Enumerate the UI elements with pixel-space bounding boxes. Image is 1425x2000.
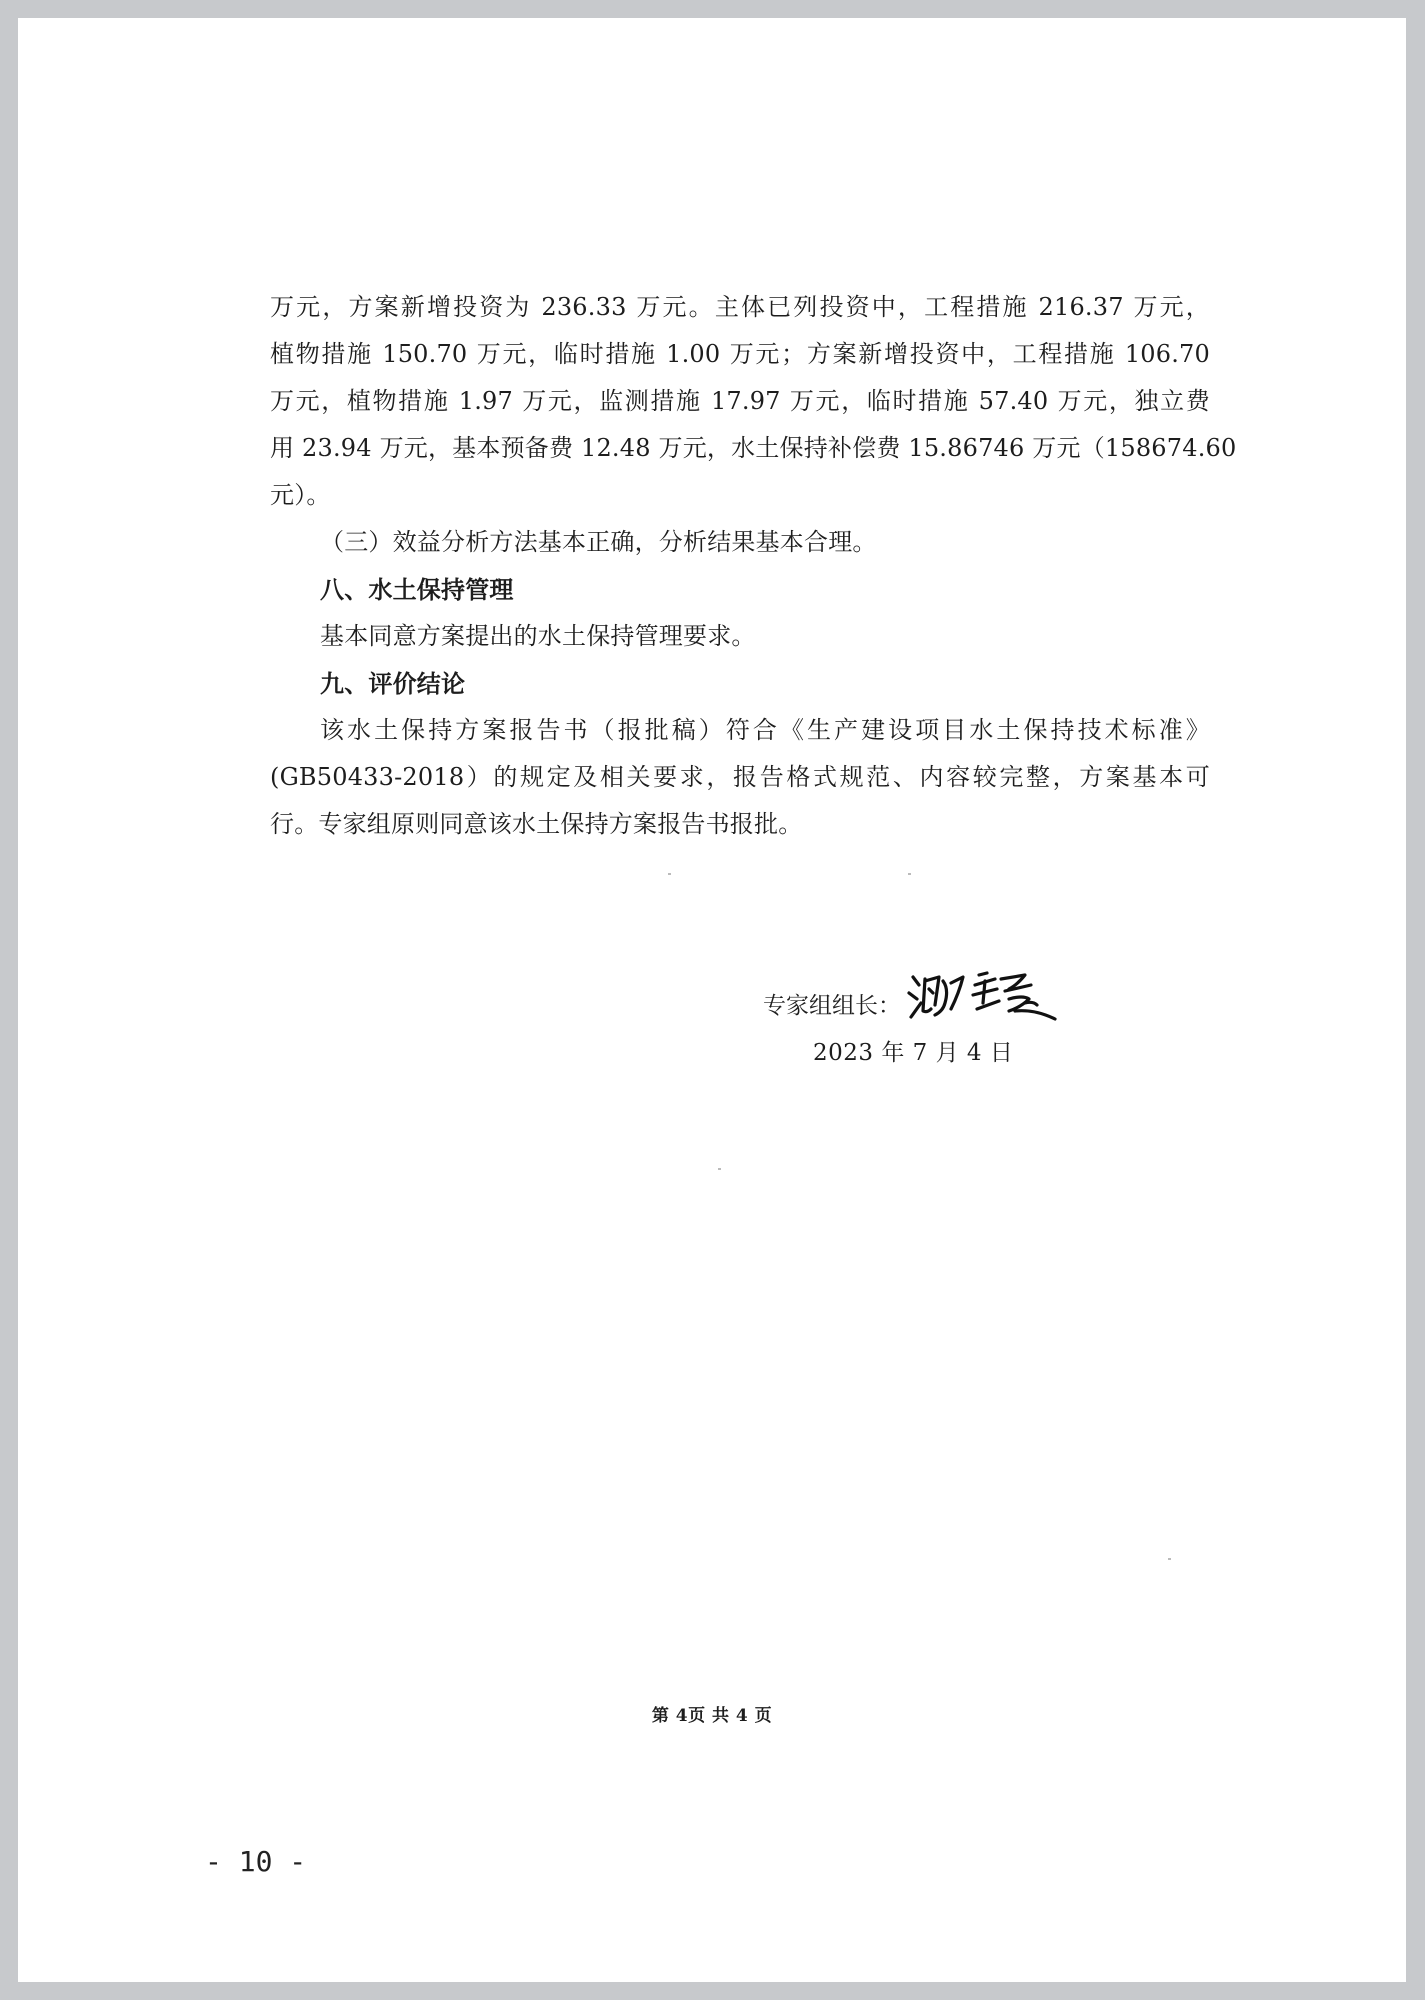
benefit-analysis-paragraph: （三）效益分析方法基本正确，分析结果基本合理。 bbox=[320, 528, 877, 556]
signature-block bbox=[763, 968, 1163, 1067]
conclusion-line-3: 行。专家组原则同意该水土保持方案报告书报批。 bbox=[270, 810, 803, 838]
scan-speck bbox=[1168, 1558, 1171, 1560]
document-page bbox=[18, 18, 1406, 1982]
section-9-heading: 九、评价结论 bbox=[320, 669, 466, 698]
conclusion-line-1: 该水土保持方案报告书（报批稿）符合《生产建设项目水土保持技术标准》 bbox=[320, 716, 1210, 744]
document-body bbox=[270, 284, 1237, 848]
signature-label: 专家组组长： bbox=[763, 992, 901, 1019]
outer-page-number: - 10 - bbox=[205, 1845, 307, 1878]
section-8-body: 基本同意方案提出的水土保持管理要求。 bbox=[320, 622, 756, 650]
body-line-4: 用 23.94 万元，基本预备费 12.48 万元，水土保持补偿费 15.86746 万元（158674.60 bbox=[270, 434, 1237, 462]
body-line-5: 元）。 bbox=[270, 481, 331, 509]
scan-speck bbox=[668, 873, 671, 875]
scan-speck bbox=[718, 1168, 721, 1170]
conclusion-line-2: (GB50433-2018）的规定及相关要求，报告格式规范、内容较完整，方案基本可 bbox=[270, 763, 1210, 791]
body-line-1: 万元，方案新增投资为 236.33 万元。主体已列投资中，工程措施 216.37 万元， bbox=[270, 293, 1210, 321]
body-line-2: 植物措施 150.70 万元，临时措施 1.00 万元；方案新增投资中，工程措施 106.70 bbox=[270, 340, 1210, 368]
section-8-heading: 八、水土保持管理 bbox=[320, 575, 514, 604]
scan-speck bbox=[908, 873, 911, 875]
signature-date: 2023 年 7 月 4 日 bbox=[813, 1040, 1014, 1066]
handwritten-signature-icon bbox=[905, 959, 1065, 1029]
page-footer: 第 4页 共 4 页 bbox=[651, 1706, 773, 1726]
body-line-3: 万元，植物措施 1.97 万元，监测措施 17.97 万元，临时措施 57.40 万元，独立费 bbox=[270, 387, 1210, 415]
